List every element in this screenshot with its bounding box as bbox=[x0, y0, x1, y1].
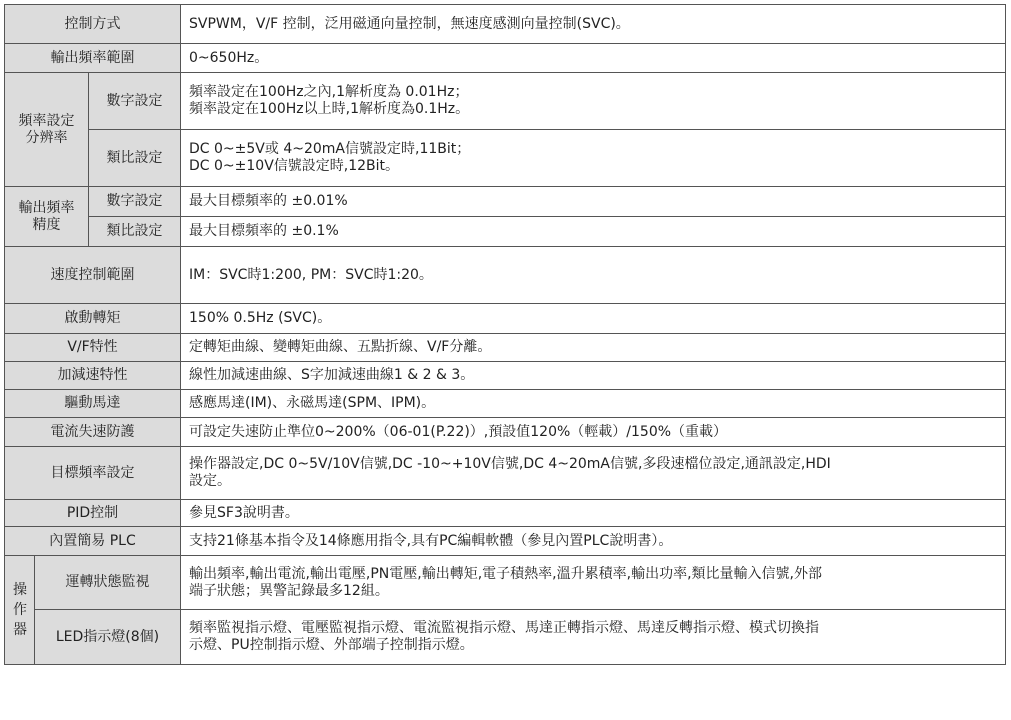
label-freq-res-analog: 類比設定 bbox=[89, 130, 181, 187]
value-current-stall-protection: 可設定失速防止準位0~200%（06-01(P.22)）,預設值120%（輕載）/150%（重載） bbox=[181, 418, 1006, 447]
label-led-indicators: LED指示燈(8個) bbox=[35, 610, 181, 665]
value-out-accuracy-digital: 最大目標頻率的 ±0.01% bbox=[181, 187, 1006, 217]
label-freq-res-digital: 數字設定 bbox=[89, 73, 181, 130]
value-speed-control-range: IM：SVC時1:200, PM：SVC時1:20。 bbox=[181, 247, 1006, 304]
value-driven-motor: 感應馬達(IM)、永磁馬達(SPM、IPM)。 bbox=[181, 390, 1006, 418]
row-control bbox=[5, 5, 1006, 44]
row-vf bbox=[5, 334, 1006, 362]
value-starting-torque: 150% 0.5Hz (SVC)。 bbox=[181, 304, 1006, 334]
row-operator-led bbox=[5, 610, 1006, 665]
label-control-method: 控制方式 bbox=[5, 5, 181, 44]
label-builtin-plc: 內置簡易 PLC bbox=[5, 527, 181, 556]
label-out-accuracy-analog: 類比設定 bbox=[89, 217, 181, 247]
value-target-frequency-setting bbox=[181, 447, 1006, 500]
label-current-stall-protection: 電流失速防護 bbox=[5, 418, 181, 447]
row-freq-res-analog bbox=[5, 130, 1006, 187]
row-pid bbox=[5, 500, 1006, 527]
label-pid-control: PID控制 bbox=[5, 500, 181, 527]
value-freq-res-digital bbox=[181, 73, 1006, 130]
label-operator-group bbox=[5, 556, 35, 665]
operator-group-char: 作 bbox=[13, 602, 27, 618]
row-plc bbox=[5, 527, 1006, 556]
operator-group-char: 操 bbox=[13, 582, 27, 598]
label-speed-control-range: 速度控制範圍 bbox=[5, 247, 181, 304]
label-output-accuracy-group bbox=[5, 187, 89, 247]
text-line: 端子狀態；異警記錄最多12組。 bbox=[189, 582, 389, 599]
label-out-accuracy-digital: 數字設定 bbox=[89, 187, 181, 217]
value-pid-control: 參見SF3說明書。 bbox=[181, 500, 1006, 527]
value-run-status-monitor bbox=[181, 556, 1006, 610]
out-acc-group-line: 精度 bbox=[32, 216, 61, 233]
text-line: 示燈、PU控制指示燈、外部端子控制指示燈。 bbox=[189, 637, 474, 653]
row-target-freq bbox=[5, 447, 1006, 500]
out-acc-group-line: 輸出頻率 bbox=[18, 199, 75, 216]
row-stall bbox=[5, 418, 1006, 447]
row-operator-monitor bbox=[5, 556, 1006, 610]
label-accel-decel: 加減速特性 bbox=[5, 362, 181, 390]
value-vf-characteristic: 定轉矩曲線、變轉矩曲線、五點折線、V/F分離。 bbox=[181, 334, 1006, 362]
text-line: 頻率監視指示燈、電壓監視指示燈、電流監視指示燈、馬達正轉指示燈、馬達反轉指示燈、模式切換指 bbox=[189, 620, 820, 636]
label-driven-motor: 驅動馬達 bbox=[5, 390, 181, 418]
row-out-accuracy-analog bbox=[5, 217, 1006, 247]
value-led-indicators bbox=[181, 610, 1006, 665]
label-starting-torque: 啟動轉矩 bbox=[5, 304, 181, 334]
label-freq-resolution-group bbox=[5, 73, 89, 187]
label-output-frequency-range: 輸出頻率範圍 bbox=[5, 44, 181, 73]
row-output-range bbox=[5, 44, 1006, 73]
value-builtin-plc: 支持21條基本指令及14條應用指令,具有PC編輯軟體（參見內置PLC說明書）。 bbox=[181, 527, 1006, 556]
row-speed-range bbox=[5, 247, 1006, 304]
text-line: 操作器設定,DC 0~5V/10V信號,DC -10~+10V信號,DC 4~20mA信號,多段速檔位設定,通訊設定,HDI bbox=[189, 456, 831, 472]
text-line: DC 0~±10V信號設定時,12Bit。 bbox=[189, 158, 400, 174]
value-output-frequency-range: 0~650Hz。 bbox=[181, 44, 1006, 73]
freq-res-group-line: 頻率設定 bbox=[18, 112, 75, 129]
row-start-torque bbox=[5, 304, 1006, 334]
row-out-accuracy-digital bbox=[5, 187, 1006, 217]
label-vf-characteristic: V/F特性 bbox=[5, 334, 181, 362]
text-line: 頻率設定在100Hz之內,1解析度為 0.01Hz； bbox=[189, 84, 469, 100]
value-freq-res-analog bbox=[181, 130, 1006, 187]
text-line: 設定。 bbox=[189, 473, 232, 489]
value-out-accuracy-analog: 最大目標頻率的 ±0.1% bbox=[181, 217, 1006, 247]
row-accel bbox=[5, 362, 1006, 390]
operator-group-char: 器 bbox=[13, 622, 27, 638]
spec-table bbox=[4, 4, 1006, 665]
freq-res-group-line: 分辨率 bbox=[25, 129, 68, 146]
label-target-frequency-setting: 目標頻率設定 bbox=[5, 447, 181, 500]
label-run-status-monitor: 運轉狀態監視 bbox=[35, 556, 181, 610]
row-freq-res-digital bbox=[5, 73, 1006, 130]
value-control-method: SVPWM，V/F 控制，泛用磁通向量控制，無速度感測向量控制(SVC)。 bbox=[181, 5, 1006, 44]
text-line: DC 0~±5V或 4~20mA信號設定時,11Bit； bbox=[189, 141, 471, 157]
row-motor bbox=[5, 390, 1006, 418]
value-accel-decel: 線性加減速曲線、S字加減速曲線1 & 2 & 3。 bbox=[181, 362, 1006, 390]
text-line: 輸出頻率,輸出電流,輸出電壓,PN電壓,輸出轉矩,電子積熱率,溫升累積率,輸出功率,類比量輸入信號,外部 bbox=[189, 565, 822, 582]
text-line: 頻率設定在100Hz以上時,1解析度為0.1Hz。 bbox=[189, 101, 470, 117]
